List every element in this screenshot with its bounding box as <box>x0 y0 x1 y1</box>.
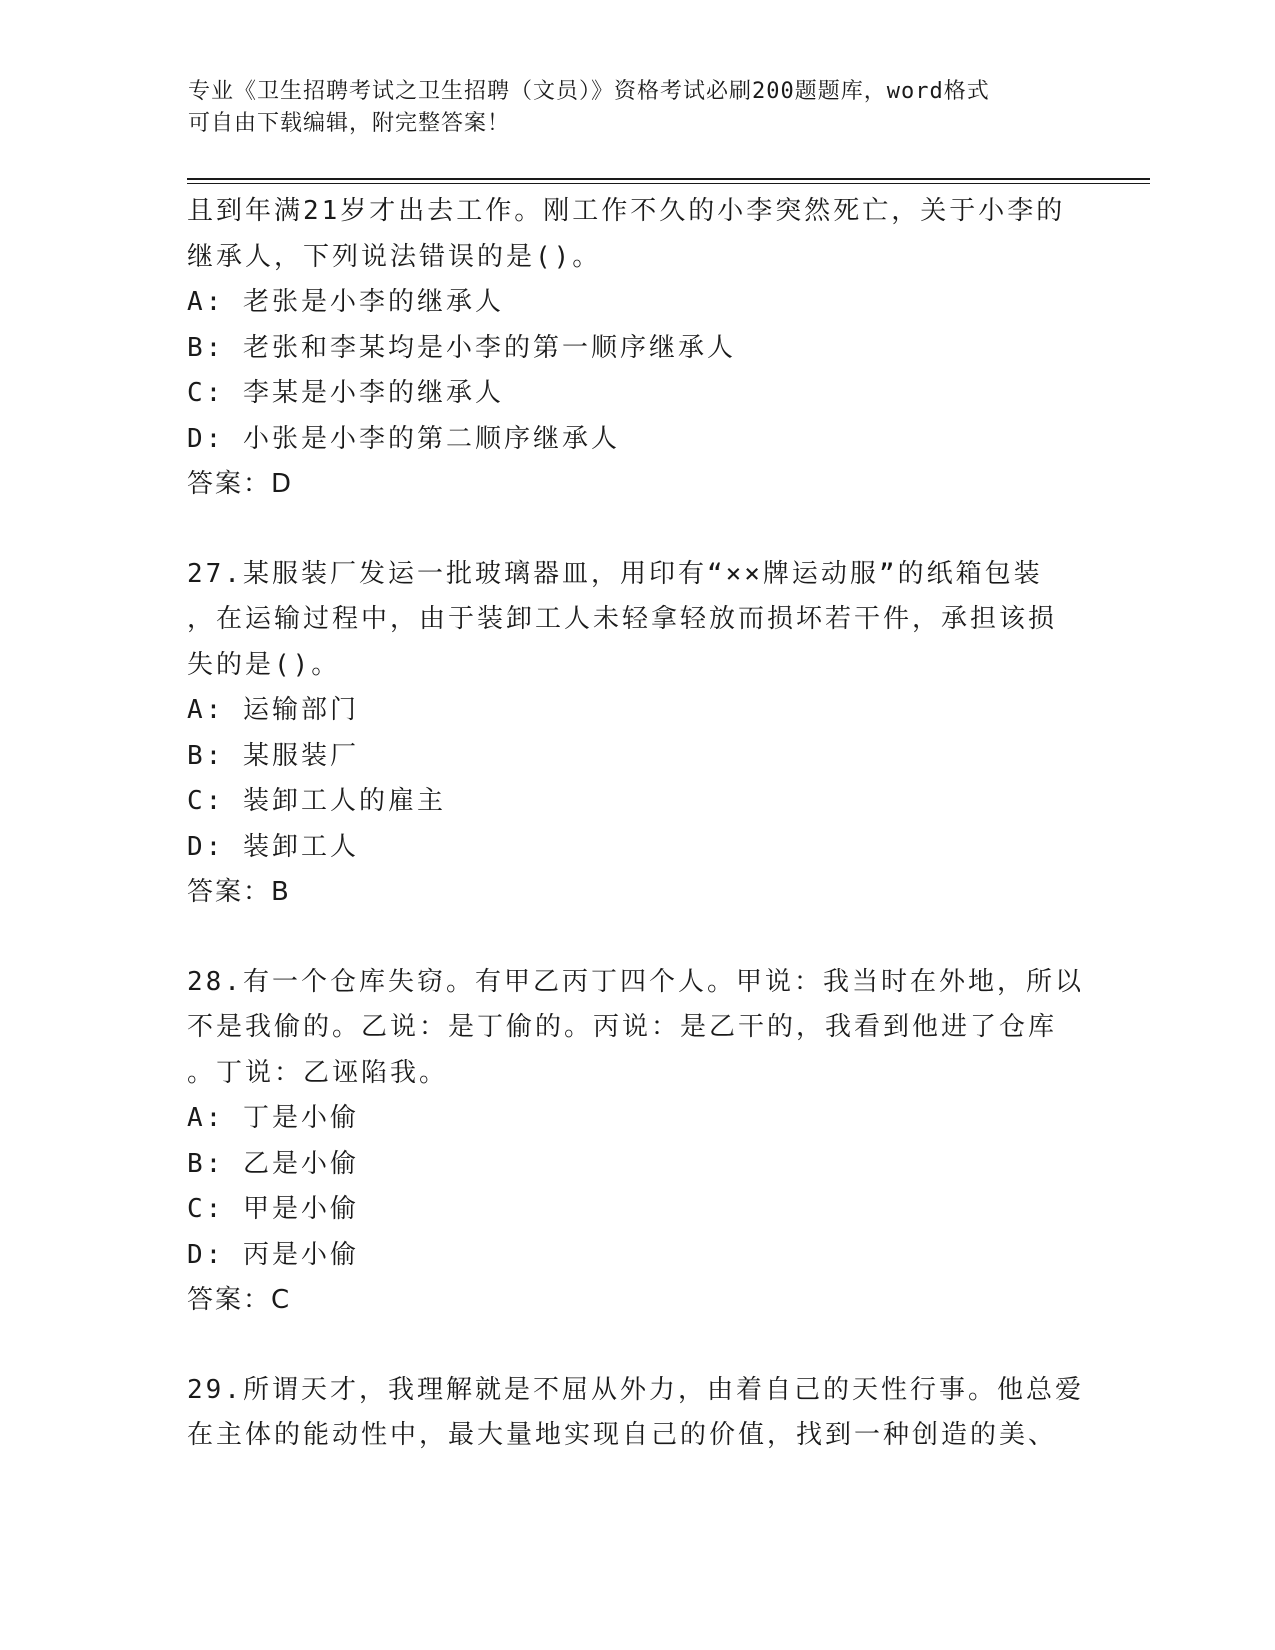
option-c: C: 李某是小李的继承人 <box>187 378 504 408</box>
header-line-1: 专业《卫生招聘考试之卫生招聘（文员）》资格考试必刷200题题库，word格式 <box>188 79 990 104</box>
option-c: C: 装卸工人的雇主 <box>187 786 446 816</box>
header-rule-thin <box>187 183 1150 184</box>
question-text-line: 29.所谓天才，我理解就是不屈从外力，由着自己的天性行事。他总爱 <box>187 1374 1084 1405</box>
option-b: B: 某服装厂 <box>187 740 359 771</box>
question-content <box>187 189 1087 1459</box>
option-c: C: 甲是小偷 <box>187 1194 359 1224</box>
option-d: D: 装卸工人 <box>187 831 359 862</box>
option-b: B: 乙是小偷 <box>187 1148 359 1179</box>
spacer <box>187 916 1087 960</box>
answer-line: 答案：B <box>187 877 291 907</box>
header-line-2: 可自由下载编辑，附完整答案！ <box>188 111 511 136</box>
spacer <box>187 1324 1087 1368</box>
question-text-line: 在主体的能动性中，最大量地实现自己的价值，找到一种创造的美、 <box>187 1420 1058 1450</box>
answer-line: 答案：D <box>187 469 294 499</box>
question-29 <box>187 1368 1087 1459</box>
option-a: A: 老张是小李的继承人 <box>187 287 504 317</box>
page-header <box>188 76 1088 140</box>
question-27 <box>187 552 1087 916</box>
option-d: D: 小张是小李的第二顺序继承人 <box>187 423 620 454</box>
question-text-line: 失的是()。 <box>187 649 341 680</box>
question-text-line: 继承人，下列说法错误的是()。 <box>187 241 602 272</box>
option-a: A: 丁是小偷 <box>187 1103 359 1133</box>
question-continued <box>187 189 1087 508</box>
question-text-line: 28.有一个仓库失窃。有甲乙丙丁四个人。甲说：我当时在外地，所以 <box>187 966 1084 997</box>
question-text-line: 且到年满21岁才出去工作。刚工作不久的小李突然死亡，关于小李的 <box>187 196 1066 226</box>
spacer <box>187 508 1087 552</box>
question-28 <box>187 960 1087 1324</box>
question-text-line: ，在运输过程中，由于装卸工人未轻拿轻放而损坏若干件，承担该损 <box>187 604 1058 634</box>
option-d: D: 丙是小偷 <box>187 1239 359 1270</box>
option-b: B: 老张和李某均是小李的第一顺序继承人 <box>187 332 736 363</box>
question-text-line: 27.某服装厂发运一批玻璃器皿，用印有“××牌运动服”的纸箱包装 <box>187 558 1043 589</box>
header-rule-thick <box>187 178 1150 180</box>
option-a: A: 运输部门 <box>187 695 359 725</box>
question-text-line: 。丁说：乙诬陷我。 <box>187 1057 449 1088</box>
answer-line: 答案：C <box>187 1285 292 1315</box>
question-text-line: 不是我偷的。乙说：是丁偷的。丙说：是乙干的，我看到他进了仓库 <box>187 1012 1058 1042</box>
